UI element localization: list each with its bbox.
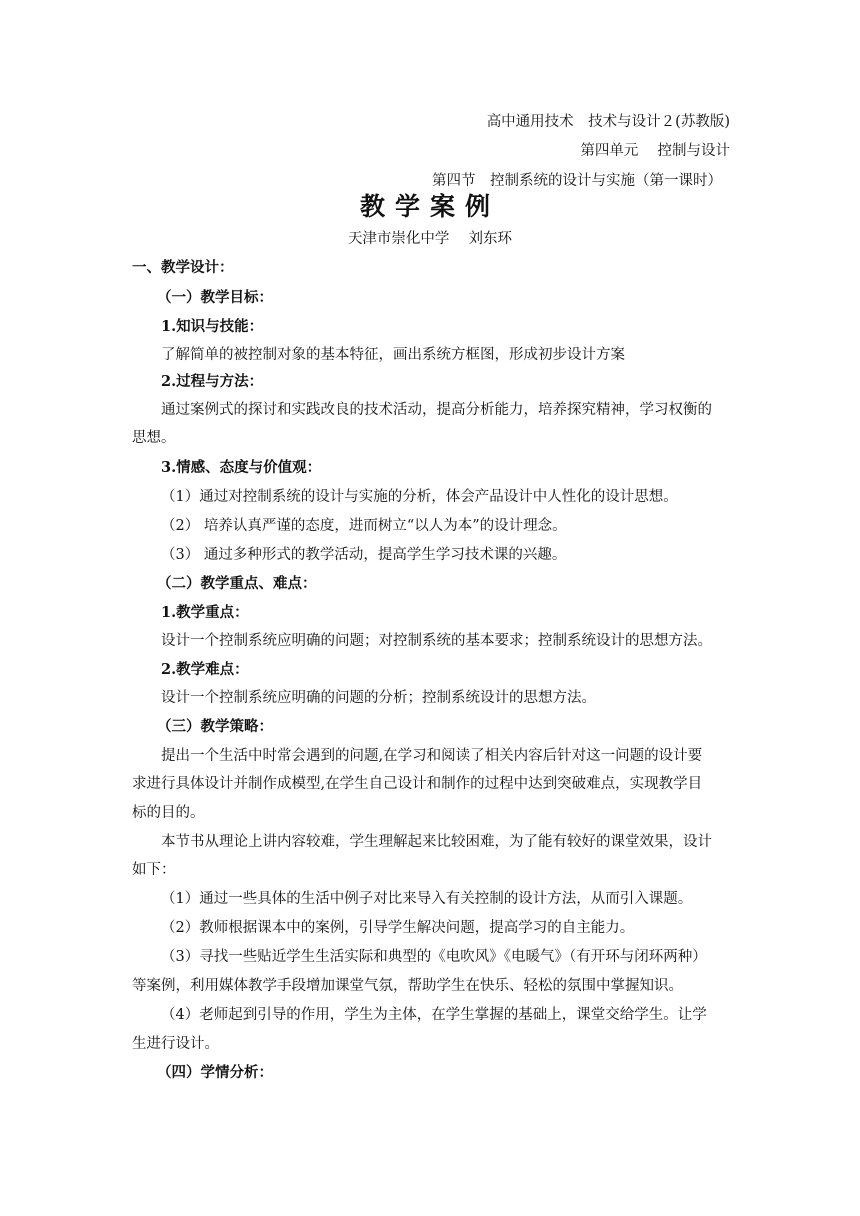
strategy-paragraph-2-line1: 本节书从理论上讲内容较难，学生理解起来比较困难，为了能有较好的课堂效果，设计: [161, 834, 712, 850]
list-item-strategy-3-line2: 等案例，利用媒体教学手段增加课堂气氛，帮助学生在快乐、轻松的氛围中掌握知识。: [132, 978, 683, 994]
heading-teaching-strategy: （三）教学策略：: [157, 718, 273, 735]
text-key-points: 设计一个控制系统应明确的问题；对控制系统的基本要求；控制系统设计的思想方法。: [161, 633, 712, 649]
list-item-attitude-2: （2） 培养认真严谨的态度，进而树立“以人为本”的设计理念。: [161, 518, 567, 534]
heading-learner-analysis: （四）学情分析：: [157, 1064, 273, 1081]
list-item-attitude-1: （1）通过对控制系统的设计与实施的分析，体会产品设计中人性化的设计思想。: [161, 489, 678, 505]
heading-difficult-points: 2.教学难点：: [161, 661, 249, 678]
text-process-methods-line1: 通过案例式的探讨和实践改良的技术活动，提高分析能力，培养探究精神，学习权衡的: [161, 402, 712, 418]
strategy-paragraph-1-line2: 求进行具体设计并制作成模型,在学生自己设计和制作的过程中达到突破难点，实现教学目: [132, 776, 703, 792]
heading-attitudes-values: 3.情感、态度与价值观：: [161, 459, 322, 476]
heading-key-points: 1.教学重点：: [161, 604, 249, 621]
unit-header: 第四单元 控制与设计: [580, 143, 730, 159]
heading-objectives: （一）教学目标：: [157, 289, 273, 306]
text-process-methods-line2: 思想。: [132, 430, 176, 446]
text-knowledge-skills: 了解简单的被控制对象的基本特征，画出系统方框图，形成初步设计方案: [161, 347, 625, 363]
heading-knowledge-skills: 1.知识与技能：: [161, 318, 264, 335]
strategy-paragraph-2-line2: 如下：: [132, 862, 176, 878]
list-item-strategy-2: （2）教师根据课本中的案例，引导学生解决问题，提高学习的自主能力。: [161, 920, 635, 936]
list-item-attitude-3: （3） 通过多种形式的教学活动，提高学生学习技术课的兴趣。: [161, 547, 567, 563]
text-difficult-points: 设计一个控制系统应明确的问题的分析；控制系统设计的思想方法。: [161, 690, 596, 706]
course-header: 高中通用技术 技术与设计２(苏教版): [486, 114, 730, 130]
author-line: 天津市崇化中学 刘东环: [347, 231, 513, 247]
list-item-strategy-4-line1: （4）老师起到引导的作用，学生为主体，在学生掌握的基础上，课堂交给学生。让学: [161, 1007, 707, 1023]
strategy-paragraph-1-line1: 提出一个生活中时常会遇到的问题,在学习和阅读了相关内容后针对这一问题的设计要: [161, 748, 703, 764]
heading-process-methods: 2.过程与方法：: [161, 373, 264, 390]
section-header: 第四节 控制系统的设计与实施（第一课时）: [432, 173, 722, 189]
strategy-paragraph-1-line3: 标的目的。: [132, 805, 205, 821]
heading-teaching-design: 一、教学设计：: [132, 259, 234, 276]
list-item-strategy-1: （1）通过一些具体的生活中例子对比来导入有关控制的设计方法，从而引入课题。: [161, 891, 693, 907]
heading-key-difficult-points: （二）教学重点、难点：: [157, 575, 317, 592]
list-item-strategy-3-line1: （3）寻找一些贴近学生生活实际和典型的《电吹风》《电暖气》（有开环与闭环两种）: [161, 949, 707, 965]
list-item-strategy-4-line2: 生进行设计。: [132, 1036, 219, 1052]
document-title: 教学案例: [359, 192, 500, 221]
